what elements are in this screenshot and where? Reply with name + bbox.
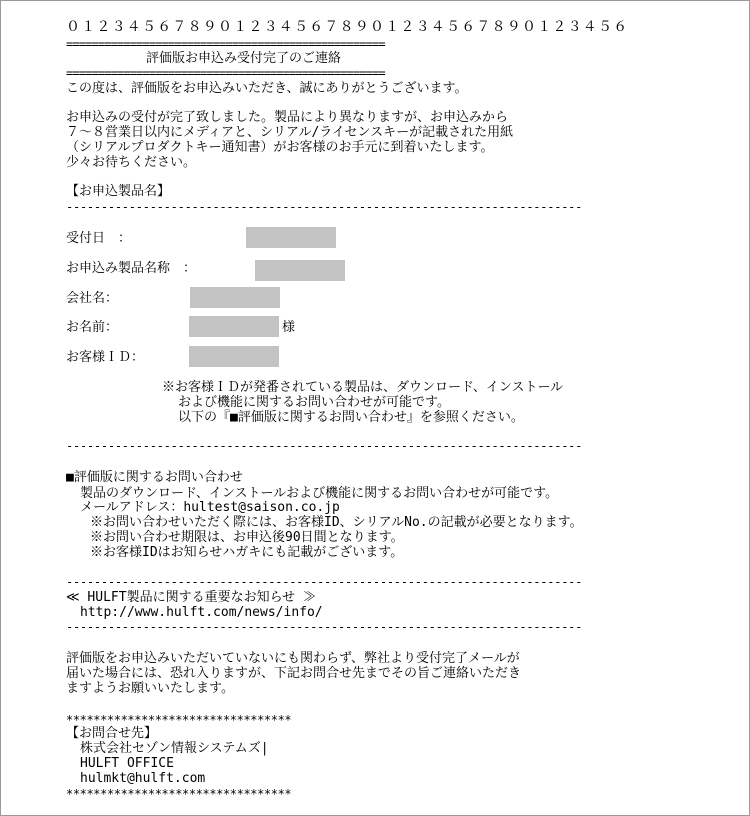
customer-id-value-redacted xyxy=(189,346,279,367)
contact-office: HULFT OFFICE xyxy=(80,756,174,771)
customer-id-label: お客様ＩＤ： xyxy=(66,350,145,365)
rule-dash: -------------------------------------------------------------------------- xyxy=(66,439,583,453)
rule-equals-top: ================================================== xyxy=(66,37,385,51)
intro-line: ７～８営業日以内にメディアと、シリアル/ライセンスキーが記載された用紙 xyxy=(66,125,514,140)
rule-dash: -------------------------------------------------------------------------- xyxy=(66,575,583,589)
closing-line: ますようお願いいたします。 xyxy=(66,681,234,696)
rule-equals-bottom: ================================================== xyxy=(66,66,385,80)
date-value-redacted xyxy=(246,227,336,248)
column-ruler: ０１２３４５６７８９０１２３４５６７８９０１２３４５６７８９０１２３４５６ xyxy=(66,19,629,35)
product-section-title: 【お申込製品名】 xyxy=(66,184,171,199)
intro-line: 少々お待ちください。 xyxy=(66,155,197,170)
company-label: 会社名： xyxy=(66,291,119,306)
rule-stars: ********************************* xyxy=(66,713,292,727)
contact-email[interactable]: hulmkt@hulft.com xyxy=(80,771,206,786)
rule-dash: -------------------------------------------------------------------------- xyxy=(66,620,583,634)
product-value-redacted xyxy=(255,260,345,281)
rule-dash: -------------------------------------------------------------------------- xyxy=(66,200,583,214)
intro-line: （シリアルプロダクトキー通知書）がお客様のお手元に到着いたします。 xyxy=(66,140,494,155)
inquiry-note: ※お客様IDはお知らせハガキにも記載がございます。 xyxy=(90,545,404,560)
inquiry-note: ※お問い合わせ期限は、お申込後90日間となります。 xyxy=(90,530,404,545)
inquiry-note: ※お問い合わせいただく際には、お客様ID、シリアルNo.の記載が必要となります。 xyxy=(90,515,583,530)
name-value-redacted xyxy=(189,316,279,337)
email-heading: 評価版お申込み受付完了のご連絡 xyxy=(146,51,342,66)
news-title: ≪ HULFT製品に関する重要なお知らせ ≫ xyxy=(66,590,317,605)
inquiry-line: 製品のダウンロード、インストールおよび機能に関するお問い合わせが可能です。 xyxy=(80,486,559,501)
news-link[interactable]: http://www.hulft.com/news/info/ xyxy=(80,605,323,620)
product-name-label: お申込み製品名称 ： xyxy=(66,261,197,276)
notice-line: ※お客様ＩＤが発番されている製品は、ダウンロード、インストール xyxy=(162,380,564,395)
inquiry-title: ■評価版に関するお問い合わせ xyxy=(66,470,243,485)
name-label: お名前： xyxy=(66,320,119,335)
notice-line: および機能に関するお問い合わせが可能です。 xyxy=(178,395,450,410)
inquiry-email: メールアドレス：hultest@saison.co.jp xyxy=(80,500,340,515)
contact-title: 【お問合せ先】 xyxy=(66,726,158,741)
date-label: 受付日 ： xyxy=(66,231,132,246)
contact-company: 株式会社セゾン情報システムズ| xyxy=(80,741,269,756)
closing-line: 届いた場合には、恐れ入りますが、下記お問合せ先までその旨ご連絡いただき xyxy=(66,666,522,681)
notice-line: 以下の『■評価版に関するお問い合わせ』を参照ください。 xyxy=(178,410,524,425)
intro-line: お申込みの受付が完了致しました。製品により異なりますが、お申込みから xyxy=(66,110,509,125)
closing-line: 評価版をお申込みいただいていないにも関わらず、弊社より受付完了メールが xyxy=(66,651,520,666)
name-suffix: 様 xyxy=(282,320,296,335)
company-value-redacted xyxy=(190,287,280,308)
rule-stars: ********************************* xyxy=(66,787,292,801)
greeting-text: この度は、評価版をお申込みいただき、誠にありがとうございます。 xyxy=(66,81,468,96)
